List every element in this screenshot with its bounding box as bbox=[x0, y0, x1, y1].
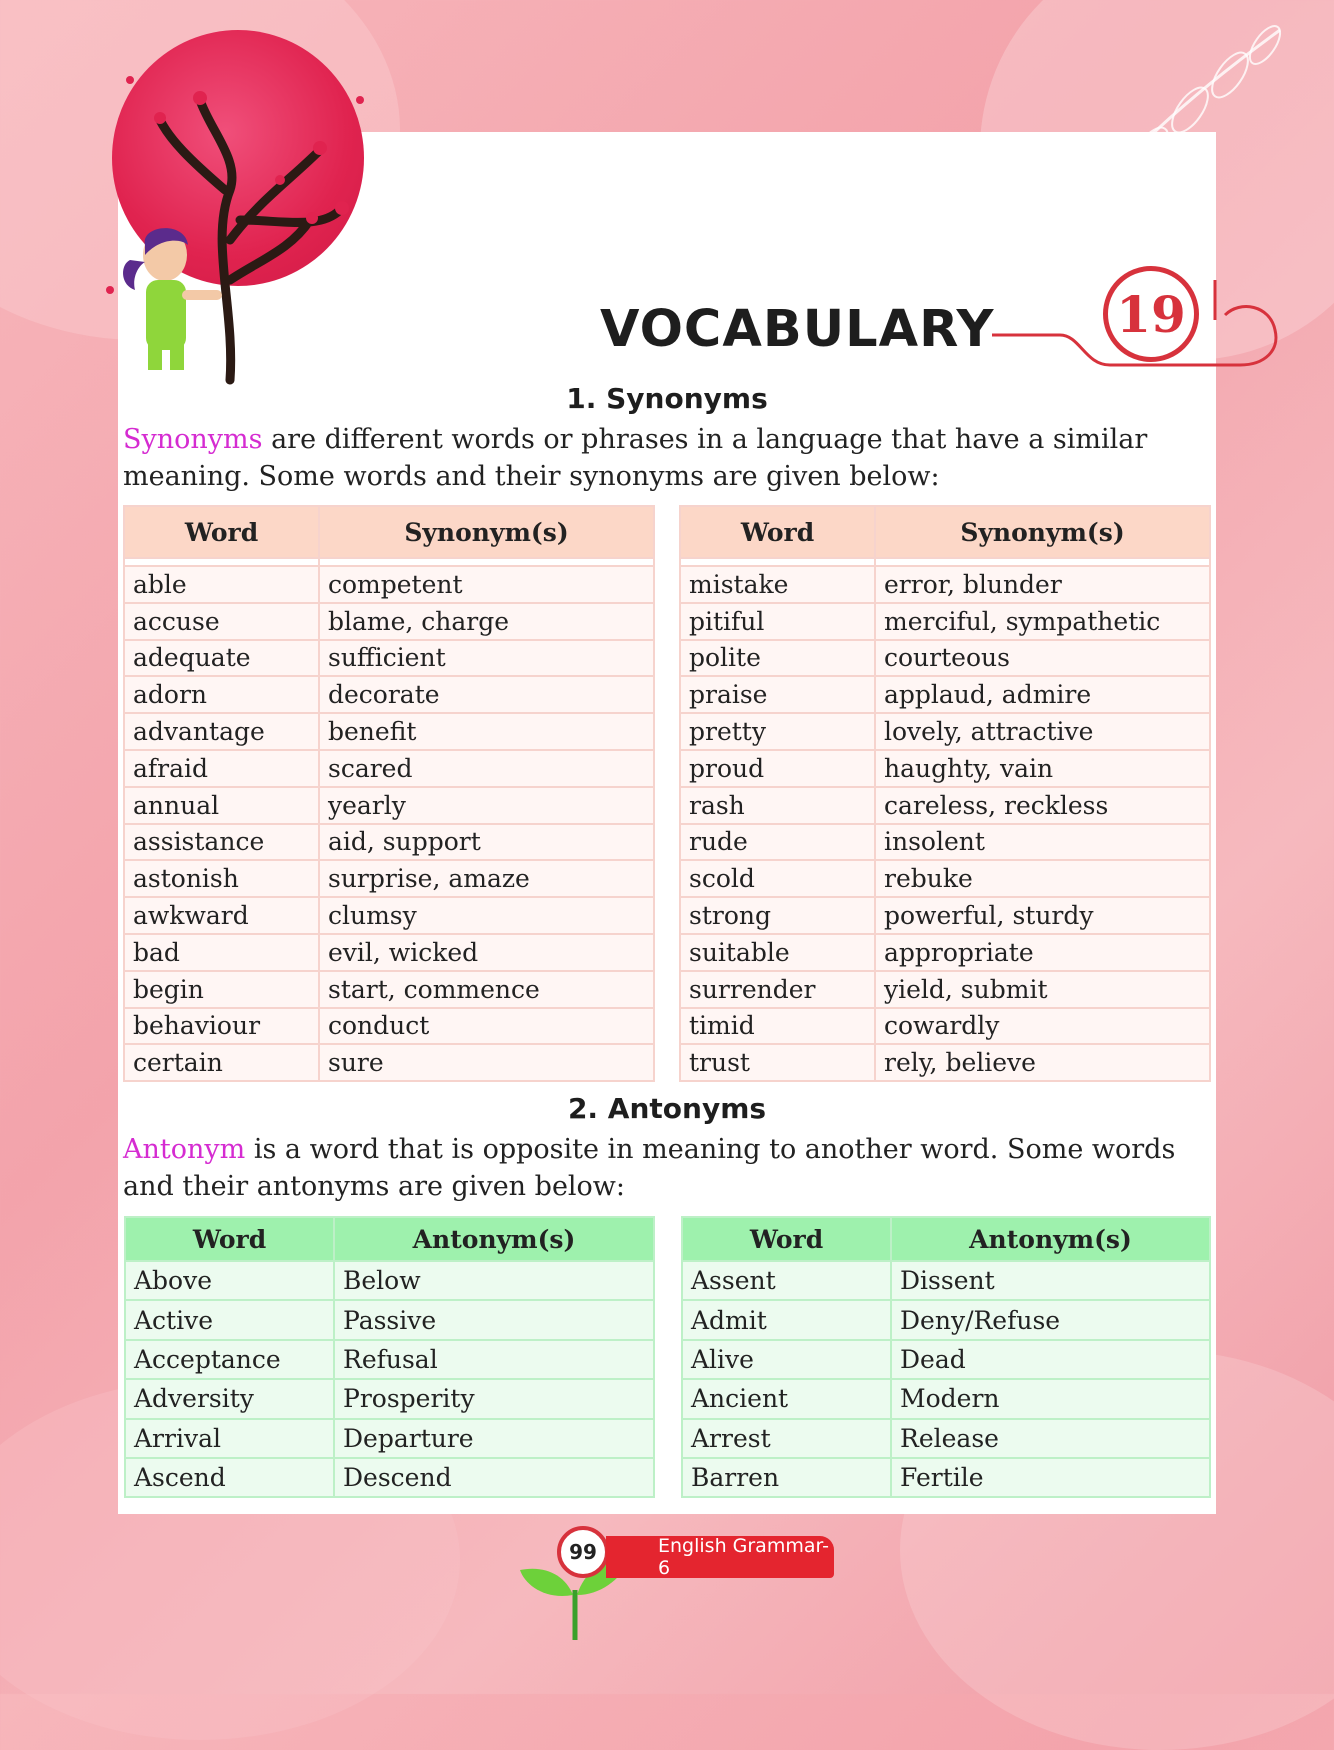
word-cell: Arrest bbox=[682, 1419, 891, 1458]
meaning-cell: Prosperity bbox=[334, 1379, 654, 1418]
word-cell: pretty bbox=[680, 713, 875, 750]
page-number: 99 bbox=[557, 1526, 609, 1578]
table-row bbox=[124, 1008, 654, 1045]
word-cell: awkward bbox=[124, 897, 319, 934]
synonyms-table-right bbox=[679, 505, 1211, 1082]
word-cell: assistance bbox=[124, 824, 319, 861]
meaning-cell: aid, support bbox=[319, 824, 654, 861]
table-spacer bbox=[124, 558, 654, 566]
synonyms-term: Synonyms bbox=[123, 424, 263, 455]
word-cell: praise bbox=[680, 676, 875, 713]
meaning-cell: Departure bbox=[334, 1419, 654, 1458]
meaning-cell: Deny/Refuse bbox=[891, 1300, 1210, 1339]
table-row bbox=[125, 1419, 654, 1458]
word-cell: Acceptance bbox=[125, 1340, 334, 1379]
meaning-cell: sure bbox=[319, 1044, 654, 1081]
word-cell: Alive bbox=[682, 1340, 891, 1379]
table-row bbox=[682, 1419, 1210, 1458]
meaning-cell: courteous bbox=[875, 640, 1210, 677]
synonyms-definition: are different words or phrases in a language that have a similar meaning. Some words and their synonyms are given below: bbox=[123, 424, 1148, 492]
word-cell: Ascend bbox=[125, 1458, 334, 1497]
column-header-meaning: Antonym(s) bbox=[334, 1217, 654, 1261]
book-title: English Grammar-6 bbox=[606, 1536, 834, 1578]
table-row bbox=[124, 860, 654, 897]
word-cell: timid bbox=[680, 1008, 875, 1045]
meaning-cell: evil, wicked bbox=[319, 934, 654, 971]
word-cell: begin bbox=[124, 971, 319, 1008]
table-row bbox=[124, 934, 654, 971]
table-row bbox=[682, 1261, 1210, 1300]
meaning-cell: yield, submit bbox=[875, 971, 1210, 1008]
antonyms-term: Antonym bbox=[123, 1134, 246, 1165]
page-title: VOCABULARY bbox=[600, 300, 995, 359]
meaning-cell: competent bbox=[319, 566, 654, 603]
table-header-row bbox=[682, 1217, 1210, 1261]
word-cell: Adversity bbox=[125, 1379, 334, 1418]
meaning-cell: rebuke bbox=[875, 860, 1210, 897]
table-row bbox=[124, 824, 654, 861]
meaning-cell: Below bbox=[334, 1261, 654, 1300]
meaning-cell: start, commence bbox=[319, 971, 654, 1008]
table-header-row bbox=[125, 1217, 654, 1261]
antonyms-definition: is a word that is opposite in meaning to another word. Some words and their antonyms are given below: bbox=[123, 1134, 1176, 1202]
table-row bbox=[680, 566, 1210, 603]
table-row bbox=[124, 750, 654, 787]
table-row bbox=[682, 1379, 1210, 1418]
table-row bbox=[124, 640, 654, 677]
meaning-cell: surprise, amaze bbox=[319, 860, 654, 897]
antonyms-table-right bbox=[681, 1216, 1211, 1498]
leaves-decoration bbox=[1020, 10, 1320, 250]
word-cell: strong bbox=[680, 897, 875, 934]
word-cell: Ancient bbox=[682, 1379, 891, 1418]
table-row bbox=[680, 824, 1210, 861]
word-cell: scold bbox=[680, 860, 875, 897]
table-row bbox=[680, 1044, 1210, 1081]
word-cell: adequate bbox=[124, 640, 319, 677]
meaning-cell: Fertile bbox=[891, 1458, 1210, 1497]
word-cell: Arrival bbox=[125, 1419, 334, 1458]
meaning-cell: Dead bbox=[891, 1340, 1210, 1379]
meaning-cell: merciful, sympathetic bbox=[875, 603, 1210, 640]
word-cell: able bbox=[124, 566, 319, 603]
word-cell: surrender bbox=[680, 971, 875, 1008]
meaning-cell: rely, believe bbox=[875, 1044, 1210, 1081]
synonyms-intro bbox=[123, 421, 1213, 495]
column-header-meaning: Synonym(s) bbox=[875, 506, 1210, 558]
meaning-cell: Refusal bbox=[334, 1340, 654, 1379]
meaning-cell: insolent bbox=[875, 824, 1210, 861]
meaning-cell: decorate bbox=[319, 676, 654, 713]
table-row bbox=[125, 1300, 654, 1339]
word-cell: suitable bbox=[680, 934, 875, 971]
meaning-cell: benefit bbox=[319, 713, 654, 750]
column-header-word: Word bbox=[680, 506, 875, 558]
word-cell: afraid bbox=[124, 750, 319, 787]
word-cell: accuse bbox=[124, 603, 319, 640]
table-row bbox=[680, 750, 1210, 787]
meaning-cell: careless, reckless bbox=[875, 787, 1210, 824]
meaning-cell: Descend bbox=[334, 1458, 654, 1497]
table-row bbox=[680, 787, 1210, 824]
word-cell: rash bbox=[680, 787, 875, 824]
meaning-cell: blame, charge bbox=[319, 603, 654, 640]
meaning-cell: Dissent bbox=[891, 1261, 1210, 1300]
meaning-cell: sufficient bbox=[319, 640, 654, 677]
table-row bbox=[680, 1008, 1210, 1045]
word-cell: astonish bbox=[124, 860, 319, 897]
table-row bbox=[125, 1261, 654, 1300]
table-header-row bbox=[680, 506, 1210, 558]
column-header-meaning: Synonym(s) bbox=[319, 506, 654, 558]
table-row bbox=[124, 1044, 654, 1081]
table-row bbox=[124, 787, 654, 824]
antonyms-table-left bbox=[124, 1216, 655, 1498]
table-row bbox=[680, 713, 1210, 750]
table-row bbox=[680, 971, 1210, 1008]
antonyms-heading: 2. Antonyms bbox=[567, 1092, 767, 1125]
meaning-cell: powerful, sturdy bbox=[875, 897, 1210, 934]
antonyms-intro bbox=[123, 1131, 1213, 1205]
word-cell: certain bbox=[124, 1044, 319, 1081]
meaning-cell: conduct bbox=[319, 1008, 654, 1045]
word-cell: advantage bbox=[124, 713, 319, 750]
word-cell: Admit bbox=[682, 1300, 891, 1339]
tree-illustration bbox=[90, 40, 390, 390]
word-cell: polite bbox=[680, 640, 875, 677]
table-row bbox=[682, 1340, 1210, 1379]
word-cell: rude bbox=[680, 824, 875, 861]
meaning-cell: Passive bbox=[334, 1300, 654, 1339]
meaning-cell: yearly bbox=[319, 787, 654, 824]
table-row bbox=[682, 1458, 1210, 1497]
meaning-cell: error, blunder bbox=[875, 566, 1210, 603]
table-row bbox=[680, 676, 1210, 713]
meaning-cell: Release bbox=[891, 1419, 1210, 1458]
meaning-cell: appropriate bbox=[875, 934, 1210, 971]
table-spacer bbox=[680, 558, 1210, 566]
word-cell: trust bbox=[680, 1044, 875, 1081]
word-cell: annual bbox=[124, 787, 319, 824]
table-row bbox=[680, 934, 1210, 971]
word-cell: Active bbox=[125, 1300, 334, 1339]
meaning-cell: Modern bbox=[891, 1379, 1210, 1418]
word-cell: behaviour bbox=[124, 1008, 319, 1045]
meaning-cell: scared bbox=[319, 750, 654, 787]
column-header-word: Word bbox=[682, 1217, 891, 1261]
column-header-word: Word bbox=[124, 506, 319, 558]
table-row bbox=[680, 640, 1210, 677]
table-row bbox=[125, 1379, 654, 1418]
word-cell: mistake bbox=[680, 566, 875, 603]
table-row bbox=[680, 603, 1210, 640]
meaning-cell: haughty, vain bbox=[875, 750, 1210, 787]
meaning-cell: lovely, attractive bbox=[875, 713, 1210, 750]
table-row bbox=[124, 713, 654, 750]
synonyms-table-left bbox=[123, 505, 655, 1082]
chapter-number-badge bbox=[1103, 266, 1199, 362]
word-cell: Barren bbox=[682, 1458, 891, 1497]
table-row bbox=[680, 860, 1210, 897]
meaning-cell: clumsy bbox=[319, 897, 654, 934]
word-cell: adorn bbox=[124, 676, 319, 713]
synonyms-heading: 1. Synonyms bbox=[566, 382, 768, 415]
column-header-word: Word bbox=[125, 1217, 334, 1261]
table-row bbox=[124, 566, 654, 603]
table-row bbox=[124, 603, 654, 640]
word-cell: proud bbox=[680, 750, 875, 787]
table-row bbox=[680, 897, 1210, 934]
table-row bbox=[682, 1300, 1210, 1339]
table-row bbox=[125, 1340, 654, 1379]
word-cell: bad bbox=[124, 934, 319, 971]
table-row bbox=[124, 897, 654, 934]
table-row bbox=[124, 676, 654, 713]
column-header-meaning: Antonym(s) bbox=[891, 1217, 1210, 1261]
table-row bbox=[125, 1458, 654, 1497]
chapter-number: 19 bbox=[1116, 284, 1186, 344]
meaning-cell: cowardly bbox=[875, 1008, 1210, 1045]
word-cell: pitiful bbox=[680, 603, 875, 640]
table-row bbox=[124, 971, 654, 1008]
table-header-row bbox=[124, 506, 654, 558]
meaning-cell: applaud, admire bbox=[875, 676, 1210, 713]
word-cell: Above bbox=[125, 1261, 334, 1300]
word-cell: Assent bbox=[682, 1261, 891, 1300]
